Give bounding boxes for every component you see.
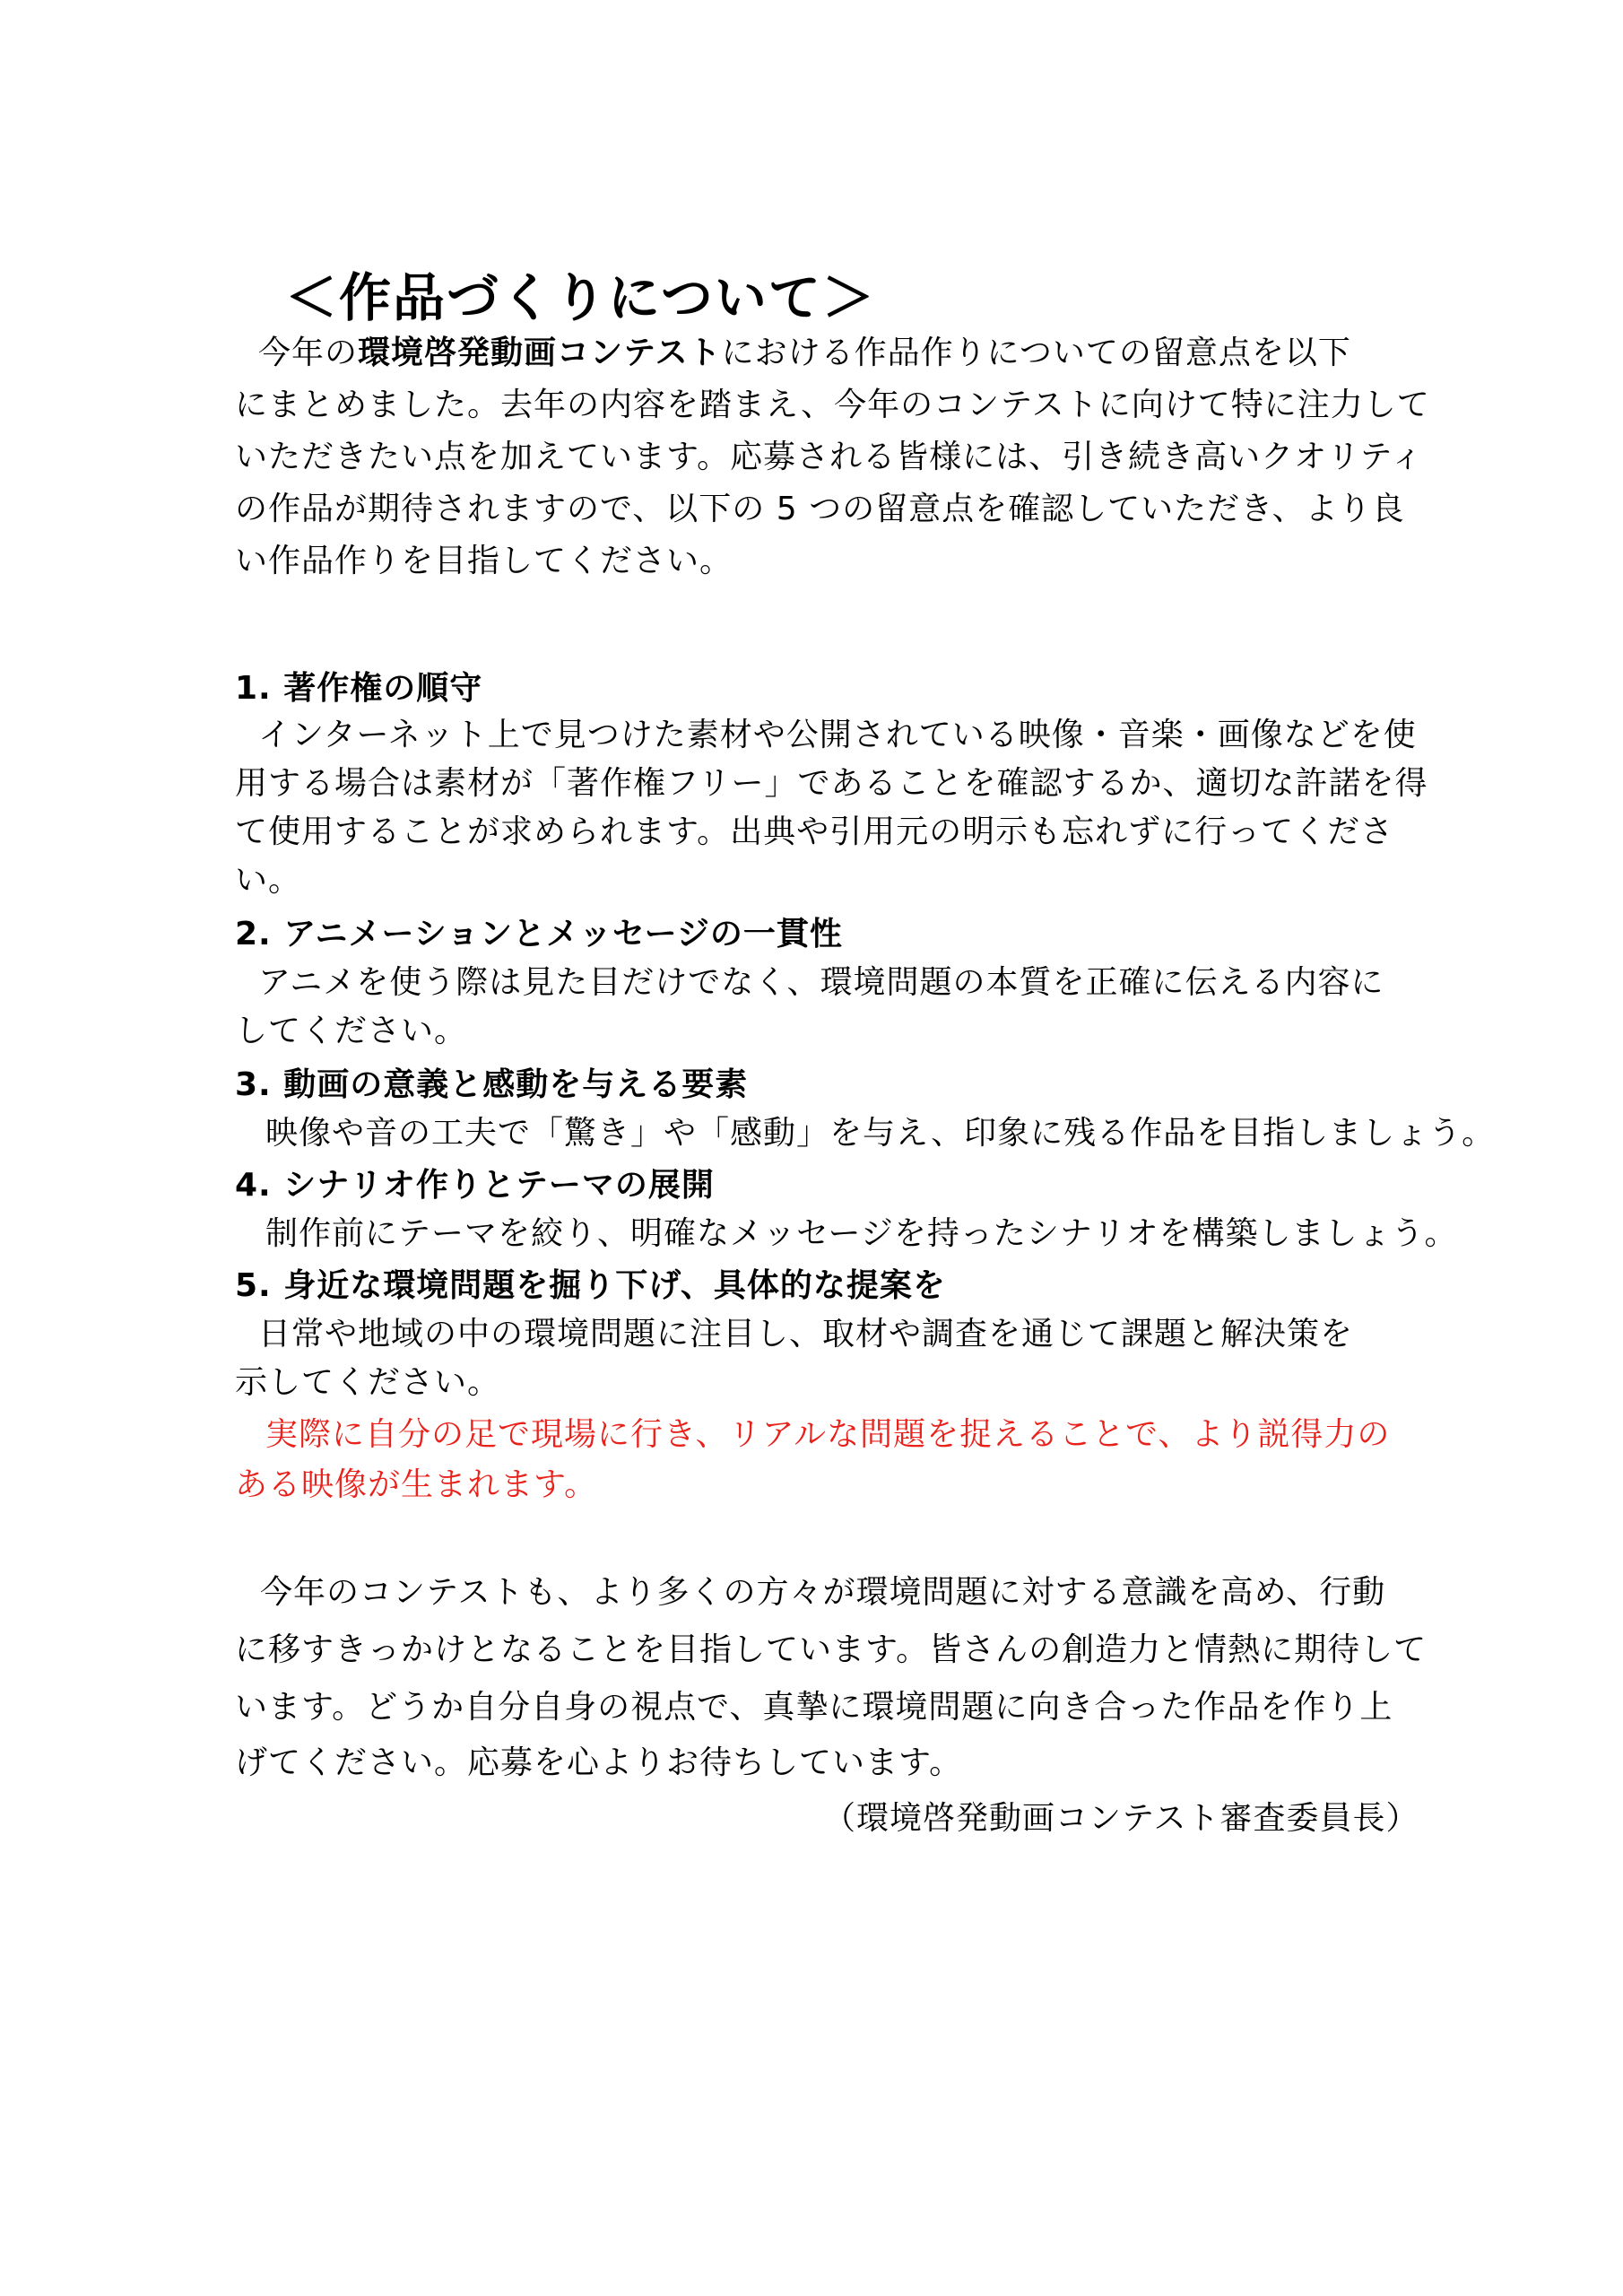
point-5-highlight-line: ある映像が生まれます。 bbox=[235, 1466, 598, 1503]
point-5-line: 日常や地域の中の環境問題に注目し、取材や調査を通じて課題と解決策を bbox=[258, 1316, 1354, 1352]
closing-line: に移すきっかけとなることを目指しています。皆さんの創造力と情熱に期待して bbox=[235, 1631, 1428, 1668]
point-5-highlight-line: 実際に自分の足で現場に行き、リアルな問題を捉えることで、より説得力の bbox=[265, 1416, 1391, 1453]
point-5-heading: 5. 身近な環境問題を掘り下げ、具体的な提案を bbox=[235, 1267, 946, 1304]
intro-line: にまとめました。去年の内容を踏まえ、今年のコンテストに向けて特に注力して bbox=[235, 387, 1430, 423]
point-4-line: 制作前にテーマを絞り、明確なメッセージを持ったシナリオを構築しましょう。 bbox=[265, 1215, 1458, 1252]
closing-line: 今年のコンテストも、より多くの方々が環境問題に対する意識を高め、行動 bbox=[260, 1574, 1386, 1611]
intro-line-1 bbox=[235, 332, 1351, 375]
contest-name: 環境啓発動画コンテスト bbox=[358, 335, 722, 371]
point-2-line: してください。 bbox=[235, 1013, 468, 1049]
point-4-heading: 4. シナリオ作りとテーマの展開 bbox=[235, 1167, 715, 1204]
intro-prefix: 今年の bbox=[258, 335, 359, 371]
point-1-line: インターネット上で見つけた素材や公開されている映像・音楽・画像などを使 bbox=[258, 717, 1417, 753]
point-2-heading: 2. アニメーションとメッセージの一貫性 bbox=[235, 916, 843, 952]
point-5-line: 示してください。 bbox=[235, 1364, 501, 1401]
point-1-line: て使用することが求められます。出典や引用元の明示も忘れずに行ってくださ bbox=[235, 813, 1394, 850]
intro-line: の作品が期待されますので、以下の 5 つの留意点を確認していただき、より良 bbox=[235, 491, 1405, 527]
intro-line: いただきたい点を加えています。応募される皆様には、引き続き高いクオリティ bbox=[235, 439, 1424, 475]
closing-line: げてください。応募を心よりお待ちしています。 bbox=[235, 1744, 963, 1781]
point-3-heading: 3. 動画の意義と感動を与える要素 bbox=[235, 1066, 749, 1103]
intro-line-1-rest: における作品作りについての留意点を以下 bbox=[721, 335, 1351, 371]
point-3-line: 映像や音の工夫で「驚き」や「感動」を与え、印象に残る作品を目指しましょう。 bbox=[265, 1115, 1496, 1152]
intro-line: い作品作りを目指してください。 bbox=[235, 543, 733, 579]
point-1-heading: 1. 著作権の順守 bbox=[235, 670, 483, 707]
point-1-line: い。 bbox=[235, 862, 302, 899]
closing-line: います。どうか自分自身の視点で、真摯に環境問題に向き合った作品を作り上 bbox=[235, 1689, 1393, 1726]
signature: （環境啓発動画コンテスト審査委員長） bbox=[823, 1800, 1419, 1837]
point-2-line: アニメを使う際は見た目だけでなく、環境問題の本質を正確に伝える内容に bbox=[258, 964, 1384, 1001]
point-1-line: 用する場合は素材が「著作権フリー」であることを確認するか、適切な許諾を得 bbox=[235, 765, 1428, 802]
page-title: ＜作品づくりについて＞ bbox=[285, 267, 876, 328]
